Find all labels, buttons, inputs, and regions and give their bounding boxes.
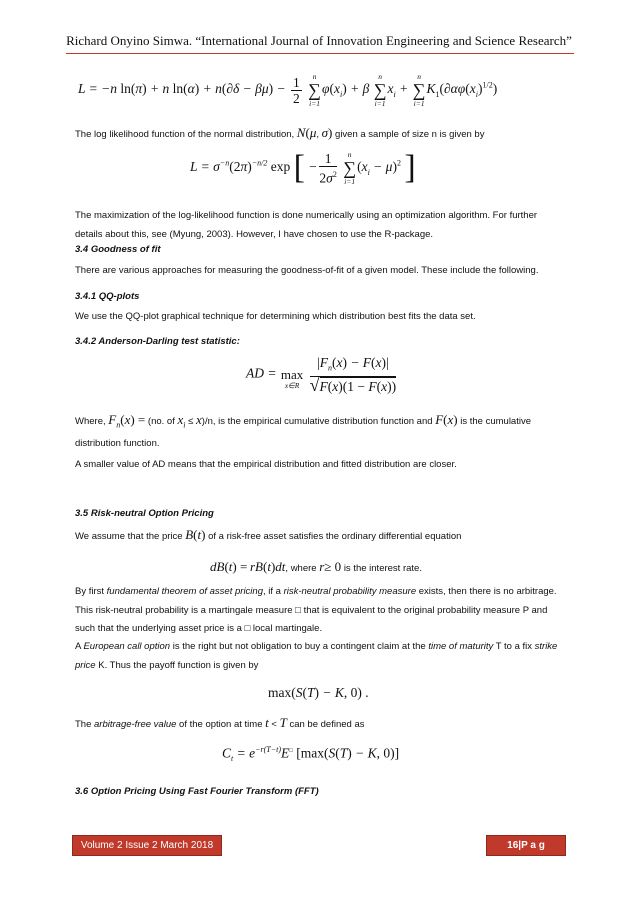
heading-3-4-1: 3.4.1 QQ-plots [75,291,140,302]
footer-page [486,835,566,856]
equation-call-value: $C_t = e^{-r(T-t)}E^□$ [max(S(T) − K, 0)] [222,745,400,764]
para-ftap: By first fundamental theorem of asset pricing, if a risk-neutral probability measure exists, then there is no arbitrage. This risk-neutral probability is a martingale measure □ that is equivalent to the original probability measure P and such that the underlying asset price is a □ local martingale. [75,586,557,634]
footer-issue: Volume 2 Issue 2 March 2018 [72,835,222,856]
para-qq: We use the QQ-plot graphical technique for determining which distribution best fits the data set. [75,311,476,322]
para-where-fn: Where, $F_n(x) = (no$. of $x_i \le x)/n$, is the empirical cumulative distribution function and F(x) is the cumulative distribution function. [75,412,532,450]
heading-3-4-2: 3.4.2 Anderson-Darling test statistic: [75,336,240,347]
missing-glyph-icon: □ [244,623,251,634]
para-assume: We assume that the price B(t) of a risk-free asset satisfies the ordinary differential equation [75,527,462,542]
page-number: 16 [507,840,519,851]
page-label: |P a g [518,840,545,851]
equation-normal-likelihood: $L = \sigma^{-n}(2\pi)^{-n/2}$ exp [ − $\frac{1}{2\sigma^2}$ n ∑ i=1 $(x_i - \mu)^2$ ] [190,149,416,186]
running-head: Richard Onyino Simwa. “International Journal of Innovation Engineering and Science Research” [66,33,572,48]
para-gof: There are various approaches for measuring the goodness-of-fit of a given model. These include the following. [75,265,539,276]
equation-payoff: max(S(T) − K, 0) . [268,685,369,700]
heading-3-4: 3.4 Goodness of fit [75,244,161,255]
para-arbitrage: The arbitrage-free value of the option at time t < T can be defined as [75,715,365,730]
para-call-option: A European call option is the right but not obligation to buy a contingent claim at the time of maturity T to a fix strike price K. Thus the payoff function is given by [75,641,558,671]
para-ad-small: A smaller value of AD means that the empirical distribution and fitted distribution are closer. [75,459,457,470]
para-sde: dB(t) = rB(t)dt, where r≥ 0 is the interest rate. [210,559,422,574]
equation-loglik-nig: L = −n ln(π) + n ln(α) + n(∂δ − βμ) − $\frac{1}{2}$ n ∑ i=1 $\varphi(x_i) + \beta$ n ∑ i=1 $x_i$ + n ∑ i=1 $K_1(\partial\alpha\varphi(x_i)^{1/2})$ [78,72,498,108]
missing-glyph-icon: □ [289,748,293,754]
header-rule [66,53,574,54]
equation-anderson-darling: AD = max x∈R $\frac{|F_n(x) - F(x)|}{√F(x)(1 - F(x))}$ [246,355,397,396]
heading-3-5: 3.5 Risk-neutral Option Pricing [75,508,214,519]
para-maximization: The maximization of the log-likelihood function is done numerically using an optimization algorithm. For further details about this, see (Myung, 2003). However, I have chosen to use the R-package. [75,210,538,240]
para-loglik-intro: The log likelihood function of the normal distribution, N(μ, σ) given a sample of size n is given by [75,125,485,140]
heading-3-6: 3.6 Option Pricing Using Fast Fourier Transform (FFT) [75,786,319,797]
missing-glyph-icon: □ [295,604,301,616]
